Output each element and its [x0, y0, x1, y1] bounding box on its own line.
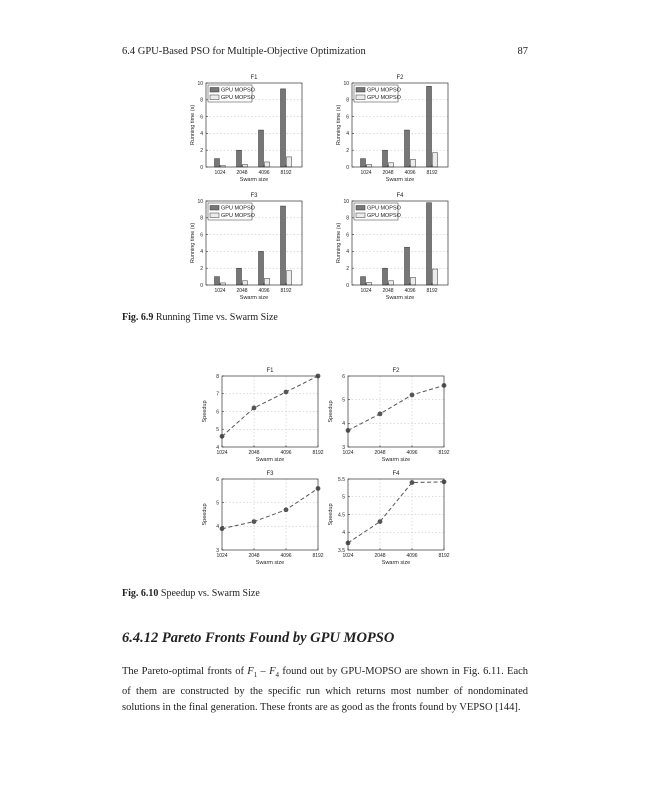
bar-series-2	[265, 278, 270, 285]
x-tick-label: 2048	[236, 288, 248, 294]
bar-series-2	[411, 277, 416, 285]
running-head-title: 6.4 GPU-Based PSO for Multiple-Objective Optimization	[122, 46, 366, 57]
bar-series-2	[389, 163, 394, 167]
x-tick-label: 4096	[406, 553, 418, 559]
section-title-text: Pareto Fronts Found by GPU MOPSO	[161, 630, 395, 646]
y-tick-label: 10	[343, 198, 349, 205]
y-tick-label: 6	[342, 373, 345, 380]
figure-6-10-panel-f3	[196, 468, 324, 573]
bar-series-1	[259, 130, 264, 167]
legend-swatch	[210, 88, 219, 93]
speedup-point	[284, 390, 289, 395]
paragraph-rest: found out by GPU-MOPSO are shown in Fig. 6.11. Each of them are constructed by the specific run which returns most number of nondominated solutions in the final generation. These fronts are as good as the fronts found by VEPSO [144].	[122, 666, 529, 714]
x-tick-label: 8192	[312, 450, 324, 456]
paragraph-start: The Pareto-optimal fronts of	[122, 666, 248, 677]
chart-svg	[332, 190, 452, 308]
y-tick-label: 8	[216, 373, 219, 380]
speedup-point	[284, 507, 289, 512]
y-tick-label: 7	[216, 391, 219, 398]
y-tick-label: 8	[346, 215, 349, 222]
x-tick-label: 1024	[216, 553, 228, 559]
chart-svg	[322, 365, 450, 470]
y-tick-label: 6	[200, 232, 203, 239]
figure-6-10-caption-text: Speedup vs. Swarm Size	[160, 588, 260, 599]
bar-series-1	[215, 277, 220, 285]
bar-series-1	[237, 150, 242, 167]
x-tick-label: 8192	[438, 553, 450, 559]
legend-entry: GPU MOPSO	[367, 205, 401, 212]
y-tick-label: 2	[200, 266, 203, 272]
y-axis-label: Running time (s)	[336, 222, 342, 264]
y-tick-label: 10	[197, 198, 203, 205]
running-head	[122, 46, 528, 62]
chart-svg	[332, 72, 452, 190]
bar-series-2	[367, 282, 372, 285]
y-axis-label: Speedup	[328, 503, 334, 526]
x-tick-label: 8192	[426, 170, 438, 176]
y-tick-label: 5	[342, 494, 345, 501]
bar-series-1	[281, 89, 286, 167]
figure-6-9-label: Fig. 6.9	[122, 312, 154, 323]
x-axis-label: Swarm size	[255, 560, 285, 566]
section-number: 6.4.12	[122, 630, 159, 646]
bar-series-2	[287, 271, 292, 285]
speedup-line	[222, 488, 318, 528]
x-tick-label: 2048	[236, 170, 248, 176]
section-heading	[122, 630, 394, 647]
bar-series-1	[383, 150, 388, 167]
bar-series-2	[243, 281, 248, 285]
y-tick-label: 2	[346, 148, 349, 154]
y-axis-label: Speedup	[202, 400, 208, 423]
y-tick-label: 5.5	[338, 476, 345, 483]
speedup-point	[252, 519, 257, 524]
x-tick-label: 8192	[280, 288, 292, 294]
y-tick-label: 2	[346, 266, 349, 272]
bar-series-2	[243, 164, 248, 167]
speedup-point	[410, 480, 415, 485]
x-tick-label: 4096	[280, 450, 292, 456]
y-axis-label: Running time (s)	[336, 104, 342, 146]
legend-swatch	[356, 206, 365, 211]
y-tick-label: 4	[346, 131, 349, 138]
chart-title: F2	[392, 368, 400, 374]
bar-series-1	[405, 247, 410, 285]
legend-swatch	[210, 213, 219, 218]
plot-frame	[222, 479, 318, 550]
chart-title: F1	[266, 368, 274, 374]
figure-6-9-caption-text: Running Time vs. Swarm Size	[155, 312, 278, 323]
x-tick-label: 1024	[216, 450, 228, 456]
x-tick-label: 4096	[258, 170, 270, 176]
x-tick-label: 8192	[280, 170, 292, 176]
x-axis-label: Swarm size	[239, 295, 269, 301]
x-tick-label: 2048	[382, 288, 394, 294]
x-tick-label: 2048	[374, 553, 386, 559]
x-tick-label: 8192	[438, 450, 450, 456]
body-paragraph	[122, 664, 528, 717]
y-tick-label: 4	[200, 249, 203, 256]
chart-title: F3	[250, 193, 258, 199]
legend-swatch	[210, 95, 219, 100]
x-tick-label: 1024	[342, 553, 354, 559]
legend-entry: GPU MOPSO	[221, 95, 255, 101]
figure-6-10-caption	[122, 588, 260, 599]
legend-entry: GPU MOPSO	[221, 213, 255, 219]
x-tick-label: 1024	[360, 288, 372, 294]
bar-series-2	[411, 159, 416, 167]
y-tick-label: 3	[216, 547, 219, 554]
bar-series-1	[427, 86, 432, 167]
bar-series-1	[361, 159, 366, 167]
legend-swatch	[210, 206, 219, 211]
bar-series-1	[259, 251, 264, 285]
y-tick-label: 10	[343, 80, 349, 87]
figure-6-10-panel-f1	[196, 365, 324, 470]
chart-title: F2	[396, 75, 404, 81]
figure-6-9-panel-f2	[332, 72, 452, 190]
y-tick-label: 8	[200, 97, 203, 104]
bar-series-1	[383, 268, 388, 285]
chart-svg	[196, 468, 324, 573]
x-tick-label: 4096	[404, 170, 416, 176]
x-tick-label: 2048	[248, 450, 260, 456]
y-tick-label: 5	[342, 397, 345, 404]
bar-series-1	[281, 206, 286, 285]
math-f4-subscript: 4	[275, 671, 280, 680]
y-tick-label: 3	[342, 444, 345, 451]
x-tick-label: 4096	[280, 553, 292, 559]
speedup-point	[252, 406, 257, 411]
speedup-line	[348, 482, 444, 543]
y-tick-label: 0	[200, 164, 203, 171]
y-tick-label: 4	[342, 421, 345, 428]
x-tick-label: 1024	[360, 170, 372, 176]
bar-series-1	[361, 277, 366, 285]
legend-swatch	[356, 95, 365, 100]
x-tick-label: 1024	[214, 170, 226, 176]
chart-title: F4	[392, 471, 400, 477]
y-tick-label: 5	[216, 500, 219, 507]
y-tick-label: 10	[197, 80, 203, 87]
y-tick-label: 2	[200, 148, 203, 154]
chart-title: F3	[266, 471, 274, 477]
y-tick-label: 4	[216, 444, 219, 451]
y-tick-label: 0	[346, 282, 349, 289]
figure-6-10-label: Fig. 6.10	[122, 588, 159, 599]
y-tick-label: 6	[200, 114, 203, 121]
y-tick-label: 4.5	[338, 512, 345, 519]
y-tick-label: 5	[216, 427, 219, 434]
y-tick-label: 4	[342, 530, 345, 537]
x-tick-label: 1024	[342, 450, 354, 456]
y-tick-label: 6	[346, 232, 349, 239]
bar-series-2	[265, 162, 270, 167]
y-tick-label: 8	[200, 215, 203, 222]
bar-series-1	[427, 203, 432, 285]
chart-title: F1	[250, 75, 258, 81]
x-axis-label: Swarm size	[255, 457, 285, 463]
y-axis-label: Running time (s)	[190, 222, 196, 264]
y-tick-label: 0	[346, 164, 349, 171]
x-axis-label: Swarm size	[381, 457, 411, 463]
x-tick-label: 8192	[426, 288, 438, 294]
speedup-line	[348, 385, 444, 430]
y-axis-label: Running time (s)	[190, 104, 196, 146]
x-tick-label: 8192	[312, 553, 324, 559]
chart-svg	[322, 468, 450, 573]
x-tick-label: 2048	[374, 450, 386, 456]
y-tick-label: 4	[200, 131, 203, 138]
y-tick-label: 6	[216, 476, 219, 483]
bar-series-1	[215, 159, 220, 167]
chart-title: F4	[396, 193, 404, 199]
legend-entry: GPU MOPSO	[367, 95, 401, 101]
x-axis-label: Swarm size	[385, 295, 415, 301]
figure-6-9-panel-f4	[332, 190, 452, 308]
math-dash: –	[257, 666, 270, 677]
legend-entry: GPU MOPSO	[221, 87, 255, 94]
x-tick-label: 4096	[404, 288, 416, 294]
y-axis-label: Speedup	[328, 400, 334, 423]
y-tick-label: 6	[216, 409, 219, 416]
figure-6-9-panel-f3	[186, 190, 306, 308]
figure-6-9-panel-f1	[186, 72, 306, 190]
bar-series-2	[433, 153, 438, 167]
x-tick-label: 4096	[258, 288, 270, 294]
bar-series-2	[367, 164, 372, 167]
legend-entry: GPU MOPSO	[367, 213, 401, 219]
x-axis-label: Swarm size	[385, 177, 415, 183]
x-tick-label: 2048	[382, 170, 394, 176]
x-tick-label: 2048	[248, 553, 260, 559]
y-tick-label: 8	[346, 97, 349, 104]
chart-svg	[196, 365, 324, 470]
speedup-point	[378, 519, 383, 524]
x-axis-label: Swarm size	[239, 177, 269, 183]
chart-svg	[186, 190, 306, 308]
speedup-point	[410, 393, 415, 398]
math-f1-subscript: 1	[253, 671, 258, 680]
y-tick-label: 4	[216, 524, 219, 531]
figure-6-9-caption	[122, 312, 278, 323]
bar-series-1	[237, 268, 242, 285]
x-tick-label: 4096	[406, 450, 418, 456]
legend-swatch	[356, 213, 365, 218]
chart-svg	[186, 72, 306, 190]
bar-series-2	[287, 157, 292, 167]
y-tick-label: 3.5	[338, 547, 345, 554]
math-f1: F	[247, 666, 254, 677]
legend-swatch	[356, 88, 365, 93]
y-tick-label: 6	[346, 114, 349, 121]
speedup-point	[378, 411, 383, 416]
bar-series-2	[389, 281, 394, 285]
legend-entry: GPU MOPSO	[221, 205, 255, 212]
bar-series-1	[405, 130, 410, 167]
bar-series-2	[433, 269, 438, 285]
y-tick-label: 0	[200, 282, 203, 289]
figure-6-10-panel-f2	[322, 365, 450, 470]
y-tick-label: 4	[346, 249, 349, 256]
legend-entry: GPU MOPSO	[367, 87, 401, 94]
x-axis-label: Swarm size	[381, 560, 411, 566]
x-tick-label: 1024	[214, 288, 226, 294]
plot-frame	[348, 376, 444, 447]
page-number: 87	[517, 46, 528, 57]
y-axis-label: Speedup	[202, 503, 208, 526]
figure-6-10-panel-f4	[322, 468, 450, 573]
math-f4: F	[269, 666, 276, 677]
speedup-line	[222, 376, 318, 436]
